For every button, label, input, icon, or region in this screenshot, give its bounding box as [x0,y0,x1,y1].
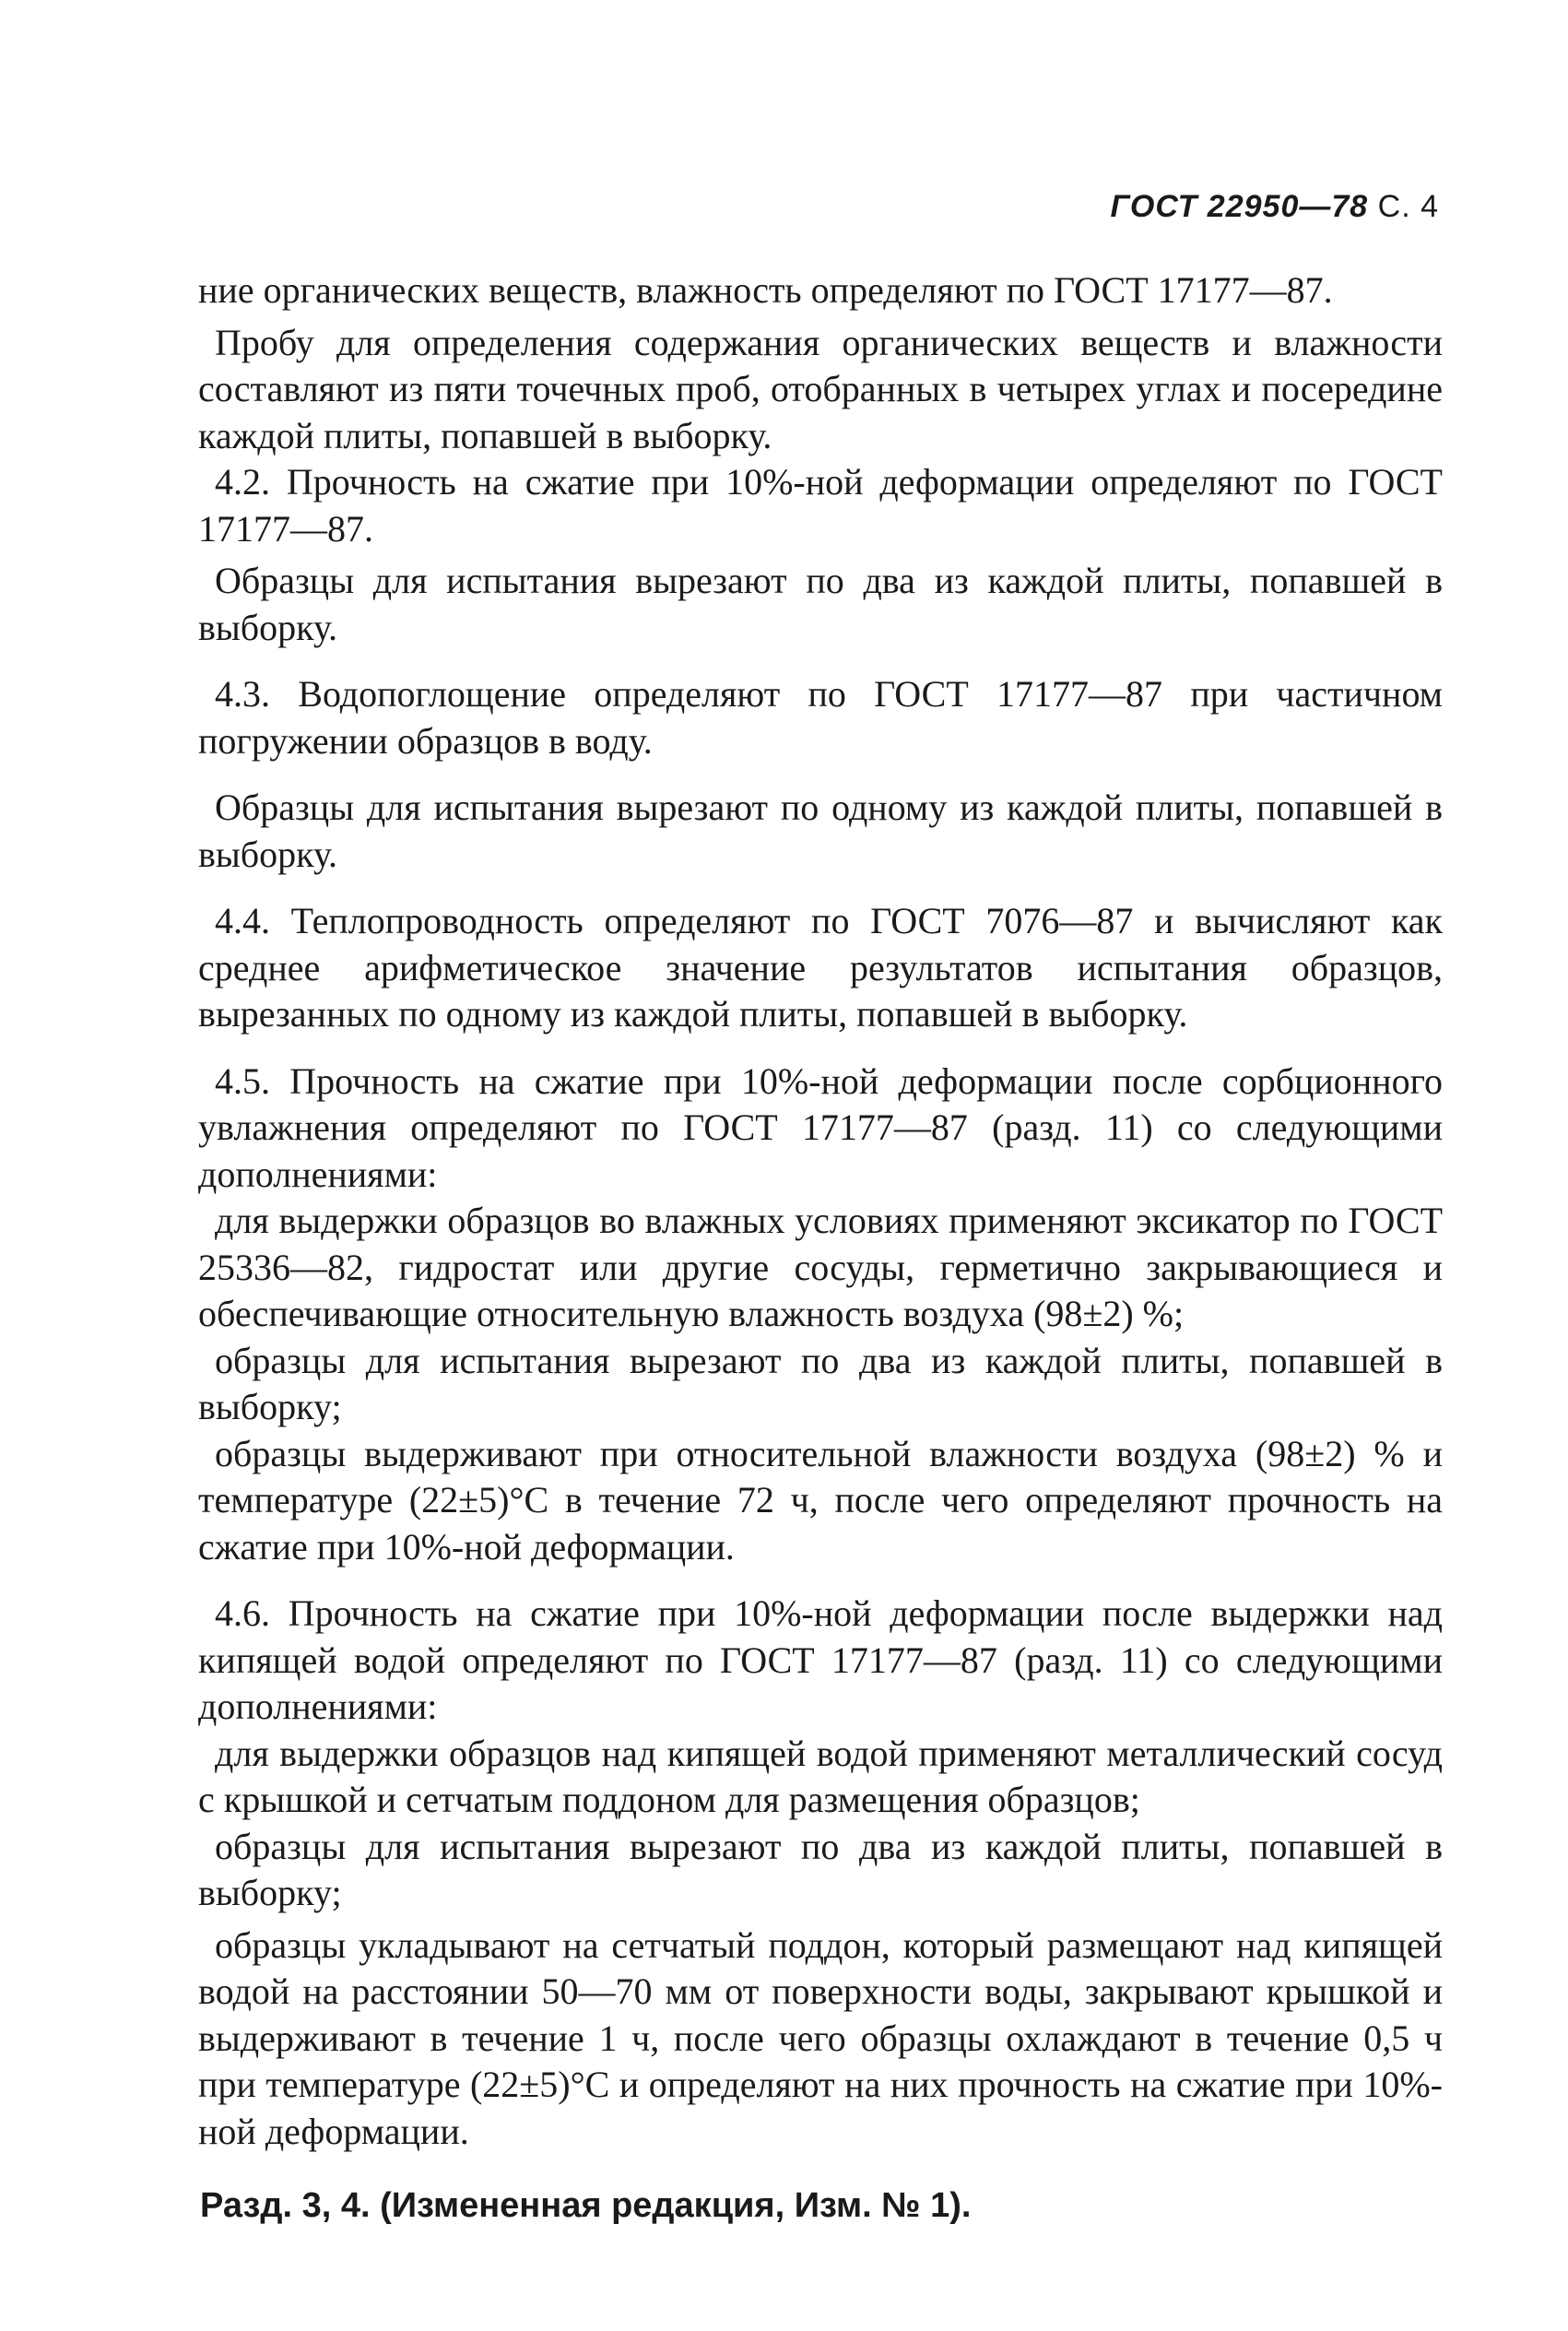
paragraph-continuation: ние органических веществ, влажность определяют по ГОСТ 17177—87. [198,269,1333,311]
document-body [198,267,1443,2230]
clause-4-6-item-1: для выдержки образцов над кипящей водой применяют металлический сосуд с крышкой и сетчатым поддоном для размещения образцов; [198,1732,1443,1820]
clause-4-5-item-3: образцы выдерживают при относительной влажности воздуха (98±2) % и температуре (22±5)°С в течение 72 ч, после чего определяют прочность на сжатие при 10%-ной деформации. [198,1432,1443,1568]
page-number: С. 4 [1377,189,1439,224]
clause-4-6-item-3: образцы укладывают на сетчатый поддон, который размещают над кипящей водой на расстоянии 50—70 мм от поверхности воды, закрывают крышкой и выдерживают в течение 1 ч, после чего образцы охлаждают в течение 0,5 ч при температуре (22±5)°С и определяют на них прочность на сжатие при 10%-ной деформации. [198,1923,1443,2152]
clause-4-5: 4.5. Прочность на сжатие при 10%-ной деформации после сорбционного увлажнения определяют по ГОСТ 17177—87 (разд. 11) со следующими дополнениями: [198,1059,1443,1195]
page-header [1110,189,1439,225]
clause-4-4: 4.4. Теплопроводность определяют по ГОСТ 7076—87 и вычисляют как среднее арифметическое значение результатов испытания образцов, вырезанных по одному из каждой плиты, попавшей в выборку. [198,900,1443,1035]
clause-4-5-item-2: образцы для испытания вырезают по два из каждой плиты, попавшей в выборку; [198,1339,1443,1427]
clause-4-6-item-2: образцы для испытания вырезают по два из каждой плиты, попавшей в выборку; [198,1825,1443,1913]
clause-4-6: 4.6. Прочность на сжатие при 10%-ной деформации после выдержки над кипящей водой определяют по ГОСТ 17177—87 (разд. 11) со следующими дополнениями: [198,1592,1443,1727]
amendment-note: Разд. 3, 4. (Измененная редакция, Изм. № 1). [200,2186,972,2225]
standard-number: ГОСТ 22950—78 [1110,189,1369,224]
paragraph-sampling: Пробу для определения содержания органических веществ и влажности составляют из пяти точечных проб, отобранных в четырех углах и посередине каждой плиты, попавшей в выборку. [198,321,1443,456]
clause-4-2: 4.2. Прочность на сжатие при 10%-ной деформации определяют по ГОСТ 17177—87. [198,461,1443,550]
paragraph-4-2-samples: Образцы для испытания вырезают по два из каждой плиты, попавшей в выборку. [198,560,1443,648]
clause-4-3: 4.3. Водопоглощение определяют по ГОСТ 17177—87 при частичном погружении образцов в воду. [198,673,1443,762]
paragraph-4-3-samples: Образцы для испытания вырезают по одному из каждой плиты, попавшей в выборку. [198,787,1443,875]
clause-4-5-item-1: для выдержки образцов во влажных условиях применяют эксикатор по ГОСТ 25336—82, гидростат или другие сосуды, герметично закрывающиеся и обеспечивающие относительную влажность воздуха (98±2) %; [198,1200,1443,1334]
